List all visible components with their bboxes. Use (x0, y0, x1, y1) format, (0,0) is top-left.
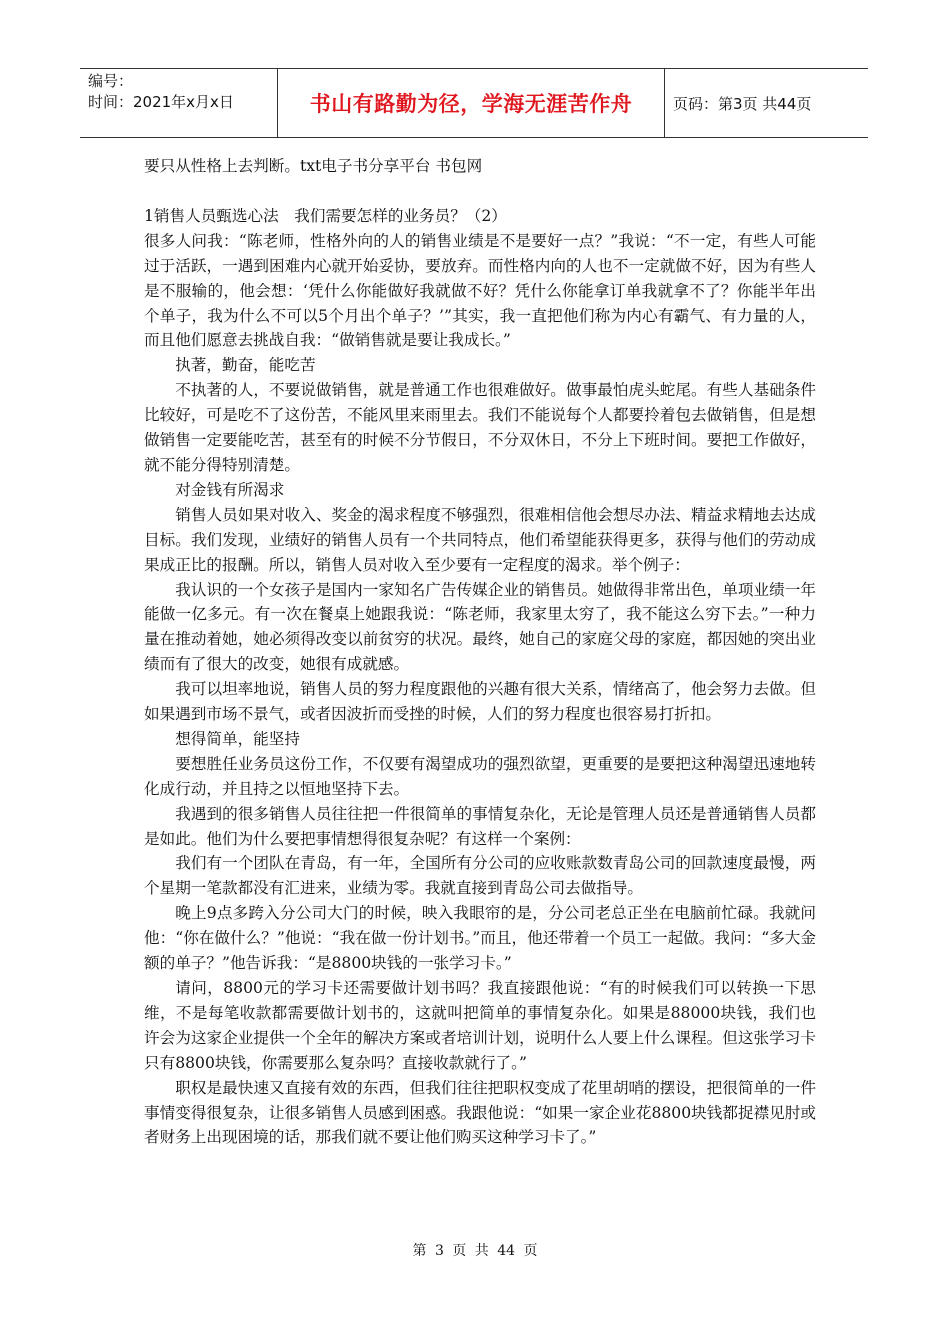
paragraph: 晚上9点多跨入分公司大门的时候，映入我眼帘的是，分公司老总正坐在电脑前忙碌。我就问他：“你在做什么？”他说：“我在做一份计划书。”而且，他还带着一个员工一起做。我问：“多大金额的单子？”他告诉我：“是8800块钱的一张学习卡。” (144, 904, 816, 973)
header-meta (80, 69, 278, 137)
subheading: 执著，勤奋，能吃苦 (175, 356, 316, 375)
subheading: 对金钱有所渴求 (175, 480, 285, 499)
paragraph: 要只从性格上去判断。txt电子书分享平台 书包网 (144, 157, 483, 175)
page-footer: 第 3 页 共 44 页 (412, 1243, 538, 1259)
document-time-label: 时间：2021年x月x日 (88, 93, 234, 111)
paragraph: 我认识的一个女孩子是国内一家知名广告传媒企业的销售员。她做得非常出色，单项业绩一年能做一亿多元。有一次在餐桌上她跟我说：“陈老师，我家里太穷了，我不能这么穷下去。”一种力量在推动着她，她必须得改变以前贫穷的状况。最终，她自己的家庭父母的家庭，都因她的突出业绩而有了很大的改变，她很有成就感。 (144, 580, 816, 674)
paragraph: 我遇到的很多销售人员往往把一件很简单的事情复杂化，无论是管理人员还是普通销售人员都是如此。他们为什么要把事情想得很复杂呢？有这样一个案例： (144, 804, 816, 848)
header-page-info: 页码：第3页 共44页 (673, 94, 812, 113)
paragraph: 销售人员如果对收入、奖金的渴求程度不够强烈，很难相信他会想尽办法、精益求精地去达成目标。我们发现，业绩好的销售人员有一个共同特点，他们希望能获得更多，获得与他们的劳动成果成正比的报酬。所以，销售人员对收入至少要有一定程度的渴求。举个例子： (144, 505, 816, 574)
paragraph: 职权是最快速又直接有效的东西，但我们往往把职权变成了花里胡哨的摆设，把很简单的一件事情变得很复杂，让很多销售人员感到困惑。我跟他说：“如果一家企业花8800块钱都捉襟见肘或者财务上出现困境的话，那我们就不要让他们购买这种学习卡了。” (144, 1078, 816, 1147)
page-header (80, 68, 868, 138)
paragraph: 请问，8800元的学习卡还需要做计划书吗？我直接跟他说：“有的时候我们可以转换一下思维，不是每笔收款都需要做计划书的，这就叫把简单的事情复杂化。如果是88000块钱，我们也许会为这家企业提供一个全年的解决方案或者培训计划，说明什么人要上什么课程。但这张学习卡只有8800块钱，你需要那么复杂吗？直接收款就行了。” (144, 979, 816, 1072)
subheading: 想得简单，能坚持 (175, 729, 300, 748)
header-motto: 书山有路勤为径，学海无涯苦作舟 (278, 69, 665, 137)
paragraph: 我们有一个团队在青岛，有一年，全国所有分公司的应收账款数青岛公司的回款速度最慢，两个星期一笔款都没有汇进来，业绩为零。我就直接到青岛公司去做指导。 (144, 854, 816, 898)
document-number-label: 编号： (88, 72, 134, 90)
paragraph: 很多人问我：“陈老师，性格外向的人的销售业绩是不是要好一点？”我说：“不一定，有些人可能过于活跃，一遇到困难内心就开始妥协，要放弃。而性格内向的人也不一定就做不好，因为有些人是不服输的，他会想：‘凭什么你能做好我就做不好？凭什么你能拿订单我就拿不了？你能半年出个单子，我为什么不可以5个月出个单子？’”其实，我一直把他们称为内心有霸气、有力量的人，而且他们愿意去挑战自我：“做销售就是要让我成长。” (144, 231, 816, 350)
document-body (144, 154, 816, 1150)
paragraph: 我可以坦率地说，销售人员的努力程度跟他的兴趣有很大关系，情绪高了，他会努力去做。但如果遇到市场不景气，或者因波折而受挫的时候，人们的努力程度也很容易打折扣。 (144, 680, 816, 724)
paragraph: 不执著的人，不要说做销售，就是普通工作也很难做好。做事最怕虎头蛇尾。有些人基础条件比较好，可是吃不了这份苦，不能风里来雨里去。我们不能说每个人都要拎着包去做销售，但是想做销售一定要能吃苦，甚至有的时候不分节假日，不分双休日，不分上下班时间。要把工作做好，就不能分得特别清楚。 (144, 381, 816, 474)
section-heading: 1销售人员甄选心法 我们需要怎样的业务员？（2） (144, 206, 507, 225)
paragraph: 要想胜任业务员这份工作，不仅要有渴望成功的强烈欲望，更重要的是要把这种渴望迅速地转化成行动，并且持之以恒地坚持下去。 (144, 754, 816, 798)
